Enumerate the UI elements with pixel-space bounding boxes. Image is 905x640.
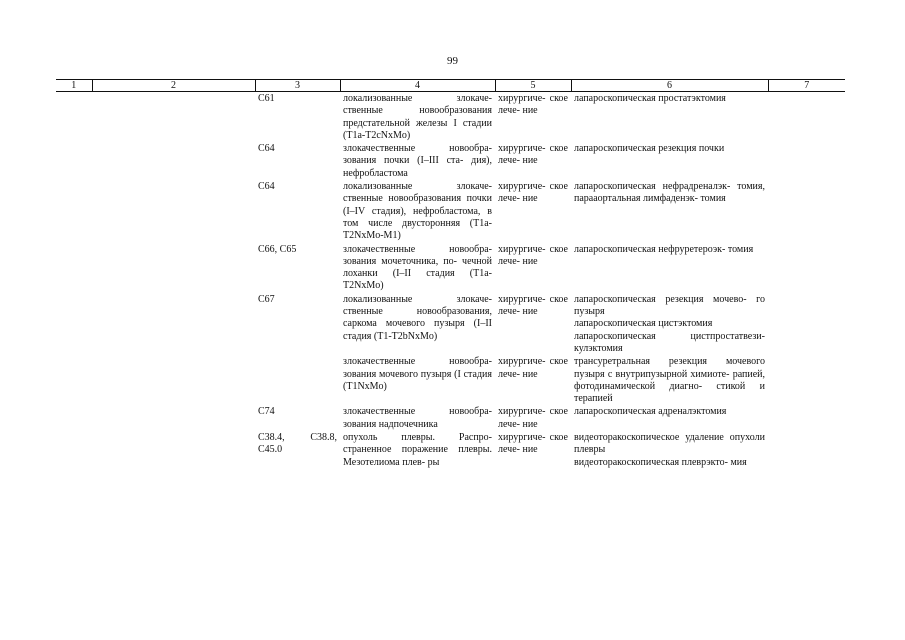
- treatment-methods: [571, 431, 768, 469]
- diagnosis: локализованные злокаче- ственные новообразования предстательной железы I стадии (T1a-T2cNxMo): [343, 93, 492, 141]
- column-number: 5: [495, 80, 571, 92]
- icd-code: С38.4, С38.8, С45.0: [258, 432, 337, 456]
- treatment-method: лапароскопическая резекция мочево- го пузыря: [574, 293, 765, 318]
- icd-code: С64: [258, 181, 275, 193]
- table-row: [56, 92, 845, 143]
- icd-code: С64: [258, 143, 275, 155]
- treatment-method: видеоторакоскопическое удаление опухоли плевры: [574, 432, 765, 456]
- treatment-type: хирургиче- ское лече- ние: [498, 143, 568, 167]
- icd-code: [255, 355, 340, 405]
- treatment-type: хирургиче- ское лече- ние: [498, 432, 568, 456]
- treatment-method: лапароскопическая резекция почки: [574, 143, 725, 155]
- diagnosis: локализованные злокаче- ственные новообразования, саркома мочевого пузыря (I–II стадия (T1-T2bNxMo): [343, 293, 492, 342]
- icd-code: С67: [258, 293, 275, 305]
- treatment-method: трансуретральная резекция мочевого пузыря с внутрипузырной химиоте- рапией, фотодинамической диагно- стикой и терапией: [574, 356, 765, 405]
- treatment-type: хирургиче- ское лече- ние: [498, 93, 568, 117]
- table-row: [56, 405, 845, 431]
- treatment-method: видеоторакоскопическая плеврэкто- мия: [574, 456, 747, 468]
- column-number: 1: [56, 80, 92, 92]
- diagnosis: злокачественные новообра- зования мочевого пузыря (I стадия (T1NxMo): [343, 356, 492, 392]
- treatment-type: хирургиче- ское лече- ние: [498, 293, 568, 318]
- column-number: 2: [92, 80, 255, 92]
- page-number: 99: [447, 55, 458, 67]
- column-number: 4: [340, 80, 495, 92]
- treatment-method: лапароскопическая нефруретероэк- томия: [574, 243, 754, 255]
- procedures-table: [56, 79, 845, 469]
- diagnosis: злокачественные новообра- зования мочеточника, по- чечной лоханки (I–II стадия (T1a-T2NxMo): [343, 243, 492, 292]
- table-row: [56, 180, 845, 242]
- treatment-method: лапароскопическая нефрадреналэк- томия, парааортальная лимфаденэк- томия: [574, 181, 765, 205]
- treatment-method: лапароскопическая цистпростатвези- кулэктомия: [574, 330, 765, 354]
- column-number: 7: [768, 80, 845, 92]
- treatment-type: хирургиче- ское лече- ние: [498, 406, 568, 430]
- column-number: 6: [571, 80, 768, 92]
- table-row: [56, 142, 845, 180]
- treatment-type: хирургиче- ское лече- ние: [498, 243, 568, 267]
- table-row: [56, 355, 845, 405]
- table-row: [56, 293, 845, 355]
- diagnosis: злокачественные новообра- зования почки (I–III ста- дия), нефробластома: [343, 143, 492, 179]
- icd-code: С66, С65: [258, 243, 297, 255]
- treatment-method: лапароскопическая адреналэктомия: [574, 406, 727, 418]
- treatment-type: хирургиче- ское лече- ние: [498, 181, 568, 205]
- icd-code: С61: [258, 93, 275, 104]
- treatment-methods: [571, 293, 768, 355]
- table-row: [56, 243, 845, 293]
- icd-code: С74: [258, 406, 275, 418]
- column-number: 3: [255, 80, 340, 92]
- treatment-method: лапароскопическая простатэктомия: [574, 93, 726, 104]
- table-row: [56, 431, 845, 469]
- treatment-method: лапароскопическая цистэктомия: [574, 318, 713, 330]
- diagnosis: локализованные злокаче- ственные новообразования почки (I–IV стадия), нефробластома, в том числе двусторонняя (T1a- T2NxMo-M1): [343, 181, 492, 242]
- treatment-type: хирургиче- ское лече- ние: [498, 356, 568, 380]
- diagnosis: опухоль плевры. Распро- страненное поражение плевры. Мезотелиома плев- ры: [343, 432, 492, 468]
- diagnosis: злокачественные новообра- зования надпочечника: [343, 406, 492, 430]
- column-number-row: [56, 80, 845, 92]
